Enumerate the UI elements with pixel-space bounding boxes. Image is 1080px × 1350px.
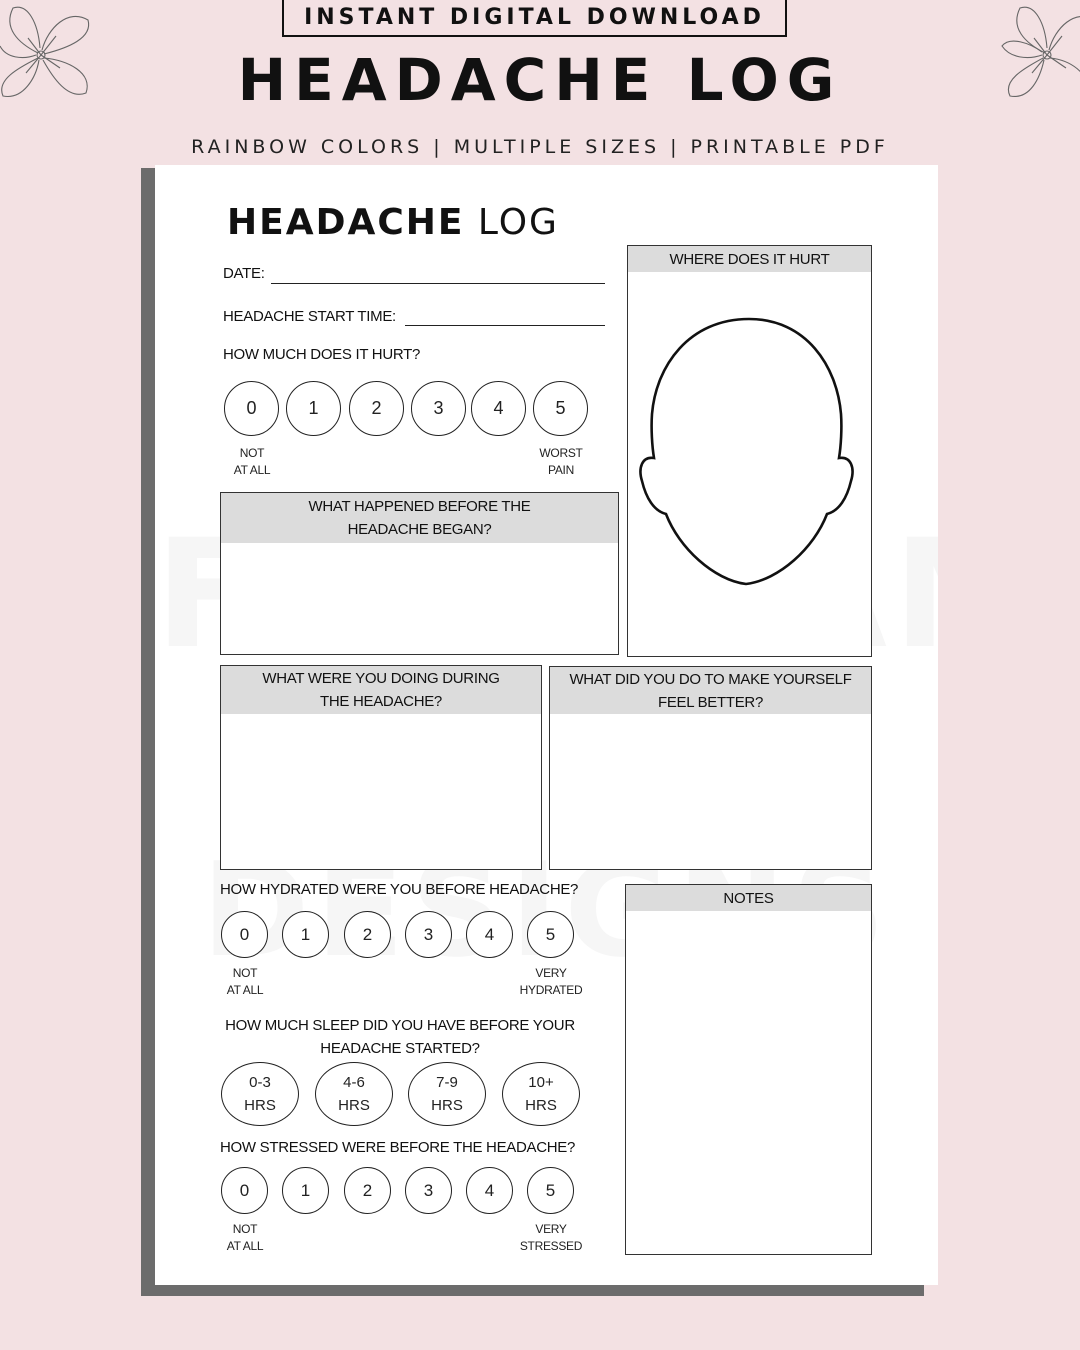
sheet-title [227,201,559,245]
banner-title: HEADACHE LOG [237,46,843,114]
stress-option-0[interactable]: 0 [221,1167,268,1214]
banner-subtitle: RAINBOW COLORS | MULTIPLE SIZES | PRINTABLE PDF [191,136,889,158]
stress-option-4[interactable]: 4 [466,1167,513,1214]
during-headache-header: WHAT WERE YOU DOING DURING THE HEADACHE? [221,666,541,714]
hydration-question: HOW HYDRATED WERE YOU BEFORE HEADACHE? [220,881,579,898]
sheet-title-light: LOG [477,202,559,243]
pain-option-1[interactable]: 1 [286,381,341,436]
hydration-option-4[interactable]: 4 [466,911,513,958]
pain-low-caption: NOT AT ALL [233,446,271,477]
start-time-field[interactable] [405,325,605,326]
hydration-option-5[interactable]: 5 [527,911,574,958]
start-time-label: HEADACHE START TIME: [223,308,396,325]
notes-box[interactable] [625,884,872,1255]
pain-option-2[interactable]: 2 [349,381,404,436]
sleep-option-10-plus[interactable]: 10+ HRS [502,1062,580,1126]
hydration-option-1[interactable]: 1 [282,911,329,958]
sleep-question: HOW MUCH SLEEP DID YOU HAVE BEFORE YOUR HEADACHE STARTED? [225,1017,575,1057]
before-headache-header: WHAT HAPPENED BEFORE THE HEADACHE BEGAN? [221,493,618,543]
instant-download-badge: INSTANT DIGITAL DOWNLOAD [282,0,787,37]
stress-low-caption: NOT AT ALL [226,1222,264,1253]
feel-better-header: WHAT DID YOU DO TO MAKE YOURSELF FEEL BETTER? [550,667,871,714]
stress-option-2[interactable]: 2 [344,1167,391,1214]
where-hurt-box[interactable] [627,245,872,657]
during-headache-box[interactable] [220,665,542,870]
log-sheet [155,165,938,1285]
pain-high-caption: WORST PAIN [539,446,583,477]
notes-header: NOTES [626,885,871,911]
pain-option-0[interactable]: 0 [224,381,279,436]
head-outline-icon [634,316,864,588]
hydration-option-3[interactable]: 3 [405,911,452,958]
pain-question: HOW MUCH DOES IT HURT? [223,346,421,363]
sheet-title-bold: HEADACHE [227,202,465,243]
stress-option-1[interactable]: 1 [282,1167,329,1214]
stress-option-3[interactable]: 3 [405,1167,452,1214]
stress-option-5[interactable]: 5 [527,1167,574,1214]
date-field[interactable] [271,283,605,284]
hydration-option-2[interactable]: 2 [344,911,391,958]
pain-option-5[interactable]: 5 [533,381,588,436]
hydration-low-caption: NOT AT ALL [226,966,264,997]
pain-option-4[interactable]: 4 [471,381,526,436]
where-hurt-header: WHERE DOES IT HURT [628,246,871,272]
stress-high-caption: VERY STRESSED [519,1222,583,1253]
stress-question: HOW STRESSED WERE BEFORE THE HEADACHE? [220,1139,576,1156]
hydration-high-caption: VERY HYDRATED [519,966,583,997]
feel-better-box[interactable] [549,666,872,870]
sleep-option-4-6[interactable]: 4-6 HRS [315,1062,393,1126]
pain-option-3[interactable]: 3 [411,381,466,436]
before-headache-box[interactable] [220,492,619,655]
hydration-option-0[interactable]: 0 [221,911,268,958]
date-label: DATE: [223,265,265,282]
sleep-option-7-9[interactable]: 7-9 HRS [408,1062,486,1126]
sleep-option-0-3[interactable]: 0-3 HRS [221,1062,299,1126]
